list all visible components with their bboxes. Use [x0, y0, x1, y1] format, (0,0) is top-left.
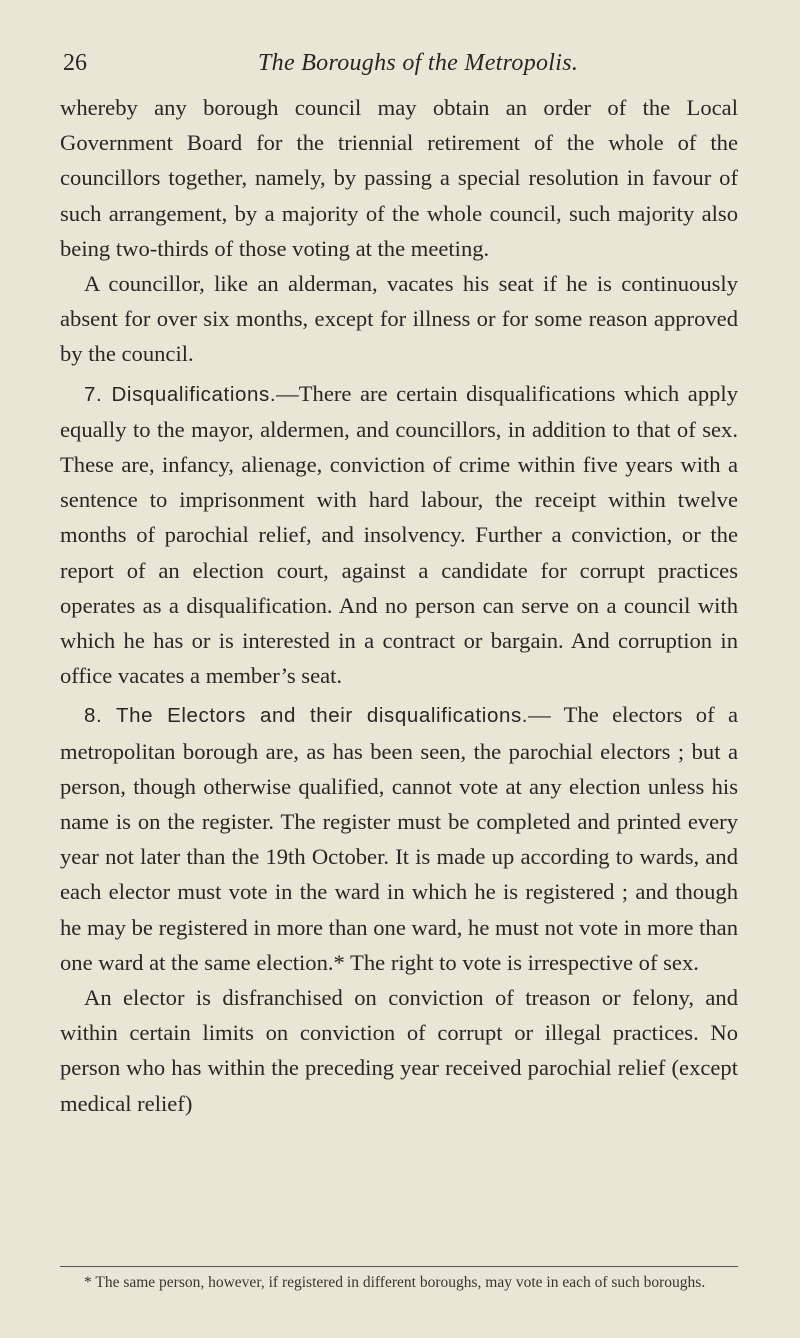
paragraph-continuation: whereby any borough council may obtain an order of the Local Government Board for the triennial retirement of the whole of the councillors together, namely, by passing a special resolution in favour of such arrangement, by a majority of the whole council, such majority also being two-thirds of those voting at the meeting.: [60, 95, 738, 261]
footnote: * The same person, however, if registered in different boroughs, may vote in each of such boroughs.: [84, 1274, 706, 1291]
section-7-heading: 7. Disqualifications.: [84, 382, 277, 406]
body-text: [60, 90, 738, 1121]
paragraph-elector-disfranchised: An elector is disfranchised on conviction of treason or felony, and within certain limits on conviction of corrupt or illegal practices. No person who has within the preceding year received parochial relief (except medical relief): [60, 985, 738, 1116]
section-8-text: — The electors of a metropolitan borough are, as has been seen, the parochial electors ; but a person, though otherwise qualified, cannot vote at any election unless his name is on the register. The register must be completed and printed every year not later than the 19th October. It is made up according to wards, and each elector must vote in the ward in which he is registered ; and though he may be registered in more than one ward, he must not vote in more than one ward at the same election.* The right to vote is irrespective of sex.: [60, 702, 738, 975]
section-8-electors: [60, 697, 738, 980]
section-8-heading: 8. The Electors and their disqualifications.: [84, 704, 529, 728]
running-head: [63, 50, 763, 84]
footnote-rule: [60, 1266, 738, 1267]
section-7-disqualifications: [60, 376, 738, 694]
running-title: The Boroughs of the Metropolis.: [258, 50, 579, 76]
page-number: 26: [63, 50, 87, 76]
section-7-text: —There are certain disqualifications which apply equally to the mayor, aldermen, and councillors, in addition to that of sex. These are, infancy, alienage, conviction of crime within five years with a sentence to imprisonment with hard labour, the receipt within twelve months of parochial relief, and insolvency. Further a conviction, or the report of an election court, against a candidate for corrupt practices operates as a disqualification. And no person can serve on a council with which he has or is interested in a contract or bargain. And corruption in office vacates a member’s seat.: [60, 380, 738, 689]
paragraph-councillor-vacancy: A councillor, like an alderman, vacates his seat if he is continuously absent for over six months, except for illness or for some reason approved by the council.: [60, 271, 738, 367]
